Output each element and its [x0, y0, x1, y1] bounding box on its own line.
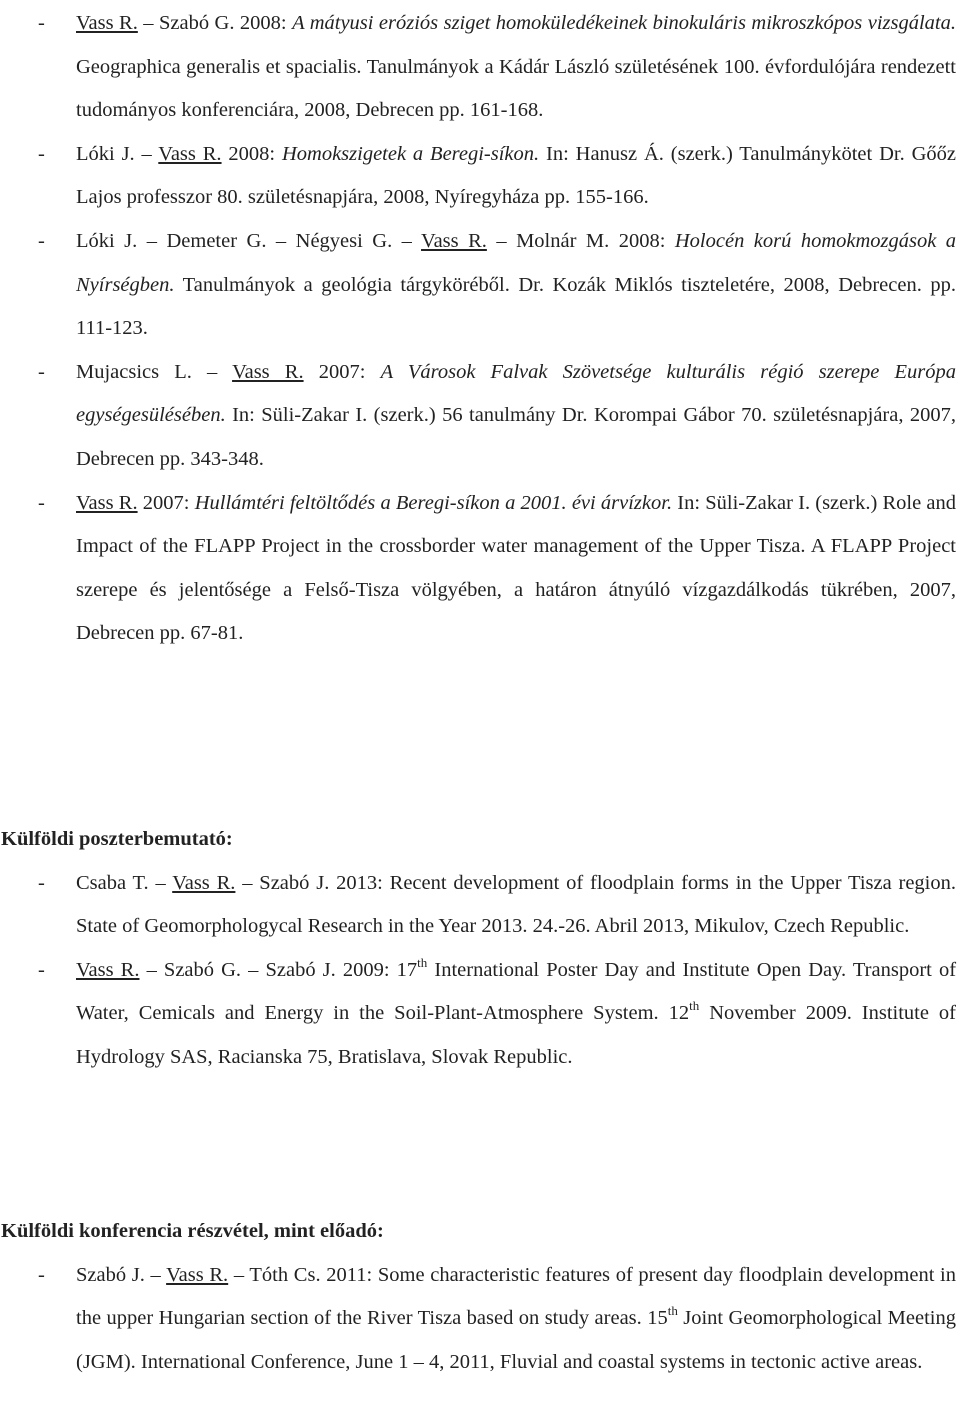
year: 2007:	[137, 491, 195, 514]
author: Vass R.	[158, 142, 222, 165]
conference-section	[0, 1210, 960, 1384]
superscript: th	[689, 998, 700, 1014]
list-dash: -	[38, 142, 45, 165]
entry-title: A mátyusi eróziós sziget homoküledékeinek binokuláris mikroszkópos vizsgálata.	[292, 12, 956, 34]
year: 2007:	[303, 360, 381, 383]
list-item	[38, 133, 956, 220]
entry-details: Tanulmányok a geológia tárgyköréből. Dr. Kozák Miklós tiszteletére, 2008, Debrecen. pp. 111-123.	[76, 273, 956, 340]
list-item	[38, 862, 957, 949]
entry-details: International Poster Day and Institute Open Day. Transport of Water, Cemicals and Energy in the Soil-Plant-Atmosphere System. 12	[76, 958, 957, 1025]
list-dash: -	[38, 1263, 45, 1286]
list-item	[38, 482, 956, 656]
list-dash: -	[38, 12, 45, 34]
list-dash: -	[38, 958, 45, 981]
entry-title: Holocén korú homokmozgások a Nyírségben.	[76, 229, 957, 296]
author: Csaba T.	[76, 871, 149, 894]
entry-details: In: Hanusz Á. (szerk.) Tanulmánykötet Dr. Gőőz Lajos professzor 80. születésnapjára, 2008, Nyíregyháza pp. 155-166.	[76, 142, 956, 209]
superscript: th	[667, 1303, 678, 1319]
entry-details: Joint Geomorphological Meeting (JGM). International Conference, June 1 – 4, 2011, Fluvial and coastal systems in tectonic active areas.	[76, 1307, 956, 1373]
author: Vass R.	[76, 12, 138, 34]
author: Lóki J.	[76, 142, 135, 165]
list-item	[38, 351, 956, 482]
entry-details: 2011: Some characteristic features of present day floodplain development in the upper Hungarian section of the River Tisza based on study areas. 15	[76, 1263, 957, 1330]
author-separator: –	[266, 229, 296, 252]
list-dash: -	[38, 491, 45, 514]
entry-title: Homokszigetek a Beregi-síkon.	[281, 142, 540, 165]
author: Demeter G.	[166, 229, 267, 252]
author-separator: –	[144, 1263, 167, 1286]
author-separator: –	[148, 871, 173, 894]
author: Szabó G.	[159, 12, 235, 34]
author-separator: –	[486, 229, 517, 252]
year: 2008:	[234, 12, 293, 34]
entry-title: Hullámtéri feltöltődés a Beregi-síkon a 2001. évi árvízkor.	[194, 491, 673, 514]
list-item	[38, 949, 957, 1080]
author: Lóki J.	[76, 229, 138, 252]
year: 2008:	[609, 229, 675, 252]
author-separator: –	[392, 229, 422, 252]
author-separator: –	[139, 958, 164, 981]
author-separator: –	[134, 142, 159, 165]
author: Tóth Cs.	[249, 1263, 321, 1286]
list-dash: -	[38, 360, 45, 383]
entry-details: November 2009. Institute of Hydrology SAS, Racianska 75, Bratislava, Slovak Republic.	[76, 1002, 956, 1068]
list-dash: -	[38, 229, 45, 252]
author: Molnár M.	[516, 229, 610, 252]
author: Vass R.	[172, 871, 236, 894]
author-separator: –	[137, 12, 159, 34]
list-item	[38, 2, 956, 133]
entry-details: 2013: Recent development of floodplain forms in the Upper Tisza region. State of Geomorphologycal Research in the Year 2013. 24.-26. Abril 2013, Mikulov, Czech Republic.	[76, 871, 957, 938]
entry-details: 2009: 17	[335, 958, 418, 981]
author: Szabó J.	[265, 958, 336, 981]
author: Vass R.	[76, 958, 140, 981]
author-separator: –	[228, 1263, 250, 1286]
year: 2008:	[221, 142, 282, 165]
entry-title: A Városok Falvak Szövetsége kulturális régió szerepe Európa egységesülésében.	[76, 360, 956, 427]
publication-list	[0, 2, 960, 656]
poster-section	[0, 818, 960, 1080]
list-dash: -	[38, 871, 45, 894]
entry-details: In: Süli-Zakar I. (szerk.) 56 tanulmány Dr. Korompai Gábor 70. születésnapjára, 2007, Debrecen pp. 343-348.	[76, 404, 956, 470]
author-separator: –	[241, 958, 266, 981]
list-item	[38, 1254, 957, 1385]
author: Vass R.	[232, 360, 304, 383]
entry-details: Geographica generalis et spacialis. Tanulmányok a Kádár László születésének 100. évfordulójára rendezett tudományos konferenciára, 2008, Debrecen pp. 161-168.	[76, 55, 956, 122]
author: Vass R.	[76, 491, 138, 514]
superscript: th	[417, 954, 428, 970]
list-item	[38, 220, 957, 351]
author-separator: –	[137, 229, 167, 252]
section-heading: Külföldi konferencia részvétel, mint előadó:	[1, 1220, 384, 1242]
author: Négyesi G.	[295, 229, 393, 252]
author: Szabó J.	[76, 1263, 145, 1286]
author: Szabó G.	[163, 958, 242, 981]
author-separator: –	[235, 871, 260, 894]
section-heading: Külföldi poszterbemutató:	[1, 828, 233, 850]
entry-details: In: Süli-Zakar I. (szerk.) Role and Impact of the FLAPP Project in the crossborder water management of the Upper Tisza. A FLAPP Project szerepe és jelentősége a Felső-Tisza völgyében, a határon átnyúló vízgazdálkodás tükrében, 2007, Debrecen pp. 67-81.	[76, 491, 956, 645]
author: Mujacsics L.	[76, 360, 192, 383]
author: Vass R.	[421, 229, 487, 252]
author: Vass R.	[166, 1263, 229, 1286]
author: Szabó J.	[259, 871, 330, 894]
author-separator: –	[191, 360, 233, 383]
